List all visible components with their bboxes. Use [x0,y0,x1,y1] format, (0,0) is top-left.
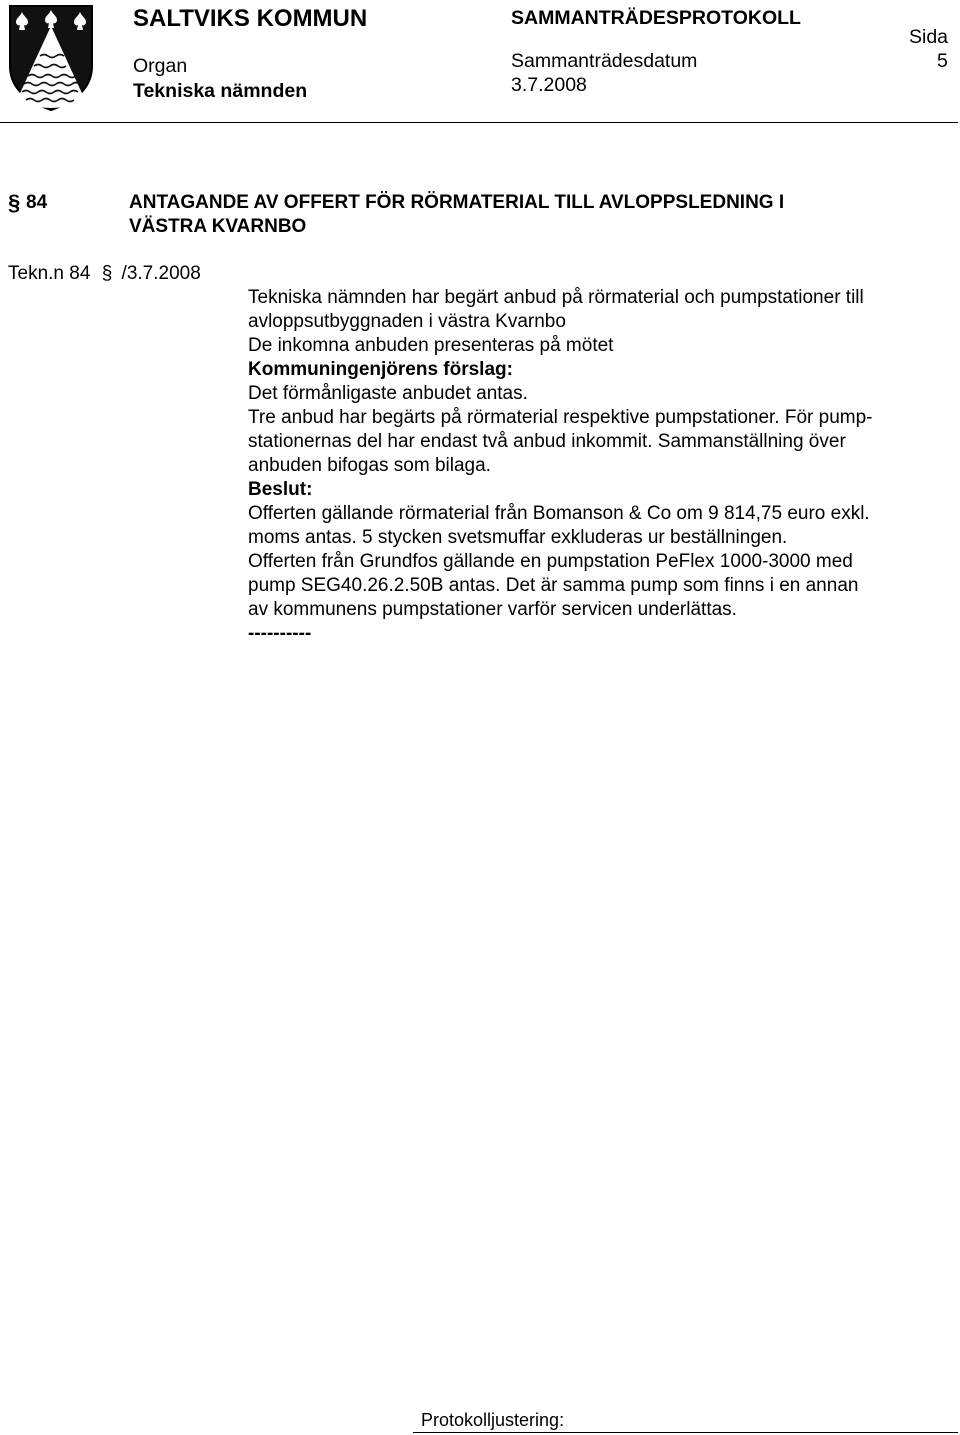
reference-prefix: Tekn.n 84 [8,263,91,284]
header-divider [0,122,958,123]
decision-line: pump SEG40.26.2.50B antas. Det är samma pump som finns i en annan [248,575,859,596]
end-marker: ---------- [248,623,312,644]
organ-label: Organ [133,55,188,77]
body-line: Tekniska nämnden har begärt anbud på rörmaterial och pumpstationer till [248,287,864,308]
decision-line: Offerten gällande rörmaterial från Bomanson & Co om 9 814,75 euro exkl. [248,503,870,524]
document-type: SAMMANTRÄDESPROTOKOLL [511,7,801,29]
decision-line: moms antas. 5 stycken svetsmuffar exkluderas ur beställningen. [248,527,788,548]
section-sign: § [8,190,21,215]
coat-of-arms-icon [8,4,94,112]
section-title-line-1: ANTAGANDE AV OFFERT FÖR RÖRMATERIAL TILL AVLOPPSLEDNING I [129,192,785,213]
reference-sign: § [101,263,113,284]
organ-value: Tekniska nämnden [133,80,308,102]
proposal-line: anbuden bifogas som bilaga. [248,455,491,476]
page-label: Sida [909,26,949,48]
section-title-line-2: VÄSTRA KVARNBO [129,216,307,237]
minutes-body [248,286,948,646]
municipality-name: SALTVIKS KOMMUN [133,5,368,32]
proposal-line: Tre anbud har begärts på rörmaterial respektive pumpstationer. För pump- [248,407,873,428]
protocol-verification-label: Protokolljustering: [421,1410,565,1430]
reference-date: /3.7.2008 [121,263,201,284]
footer-divider [413,1432,958,1433]
section-number: 84 [26,192,48,213]
proposal-heading: Kommuningenjörens förslag: [248,359,513,380]
date-label: Sammanträdesdatum [511,50,698,72]
body-line: De inkomna anbuden presenteras på mötet [248,335,614,356]
meeting-date: 3.7.2008 [511,74,587,96]
page-number: 5 [937,50,948,72]
decision-heading: Beslut: [248,479,313,500]
body-line: avloppsutbyggnaden i västra Kvarnbo [248,311,566,332]
reference [8,263,201,285]
decision-line: av kommunens pumpstationer varför servicen underlättas. [248,599,737,620]
proposal-line: Det förmånligaste anbudet antas. [248,383,528,404]
decision-line: Offerten från Grundfos gällande en pumpstation PeFlex 1000-3000 med [248,551,853,572]
proposal-line: stationernas del har endast två anbud inkommit. Sammanställning över [248,431,846,452]
